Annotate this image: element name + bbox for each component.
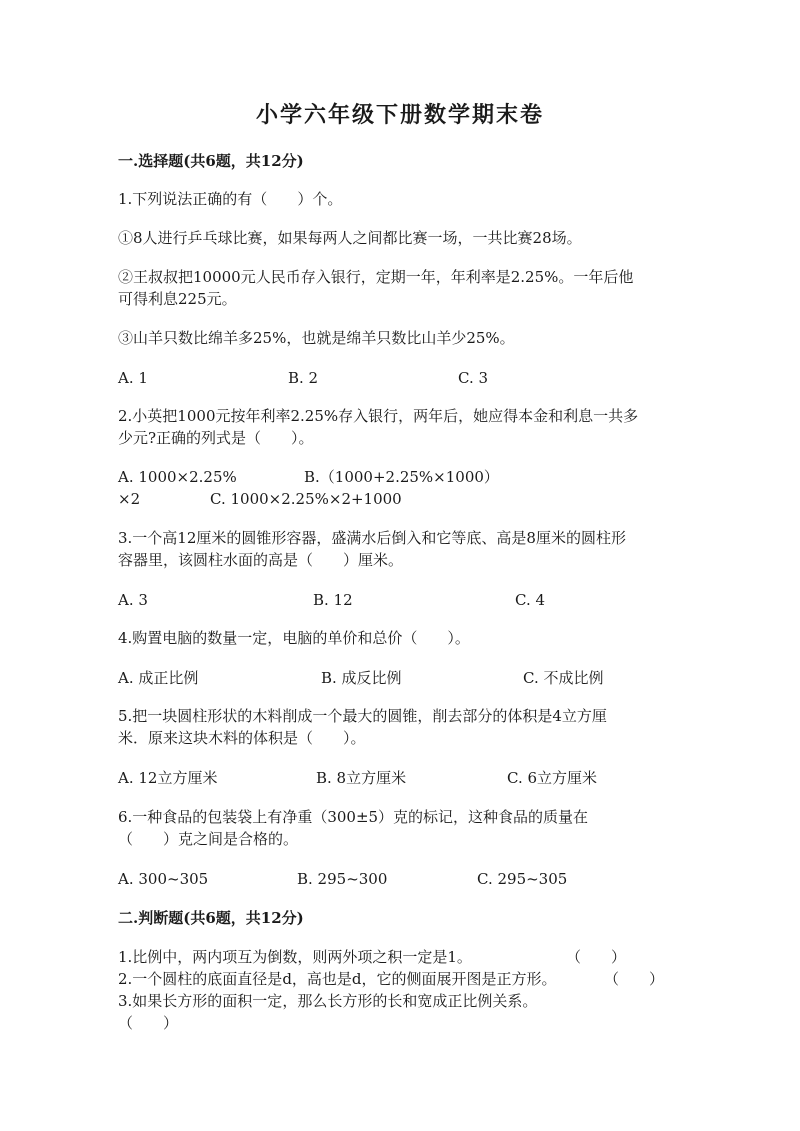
question-4-option-c[interactable]: C. 不成比例 <box>523 669 604 687</box>
exam-title: 小学六年级下册数学期末卷 <box>255 102 544 128</box>
question-5-option-a[interactable]: A. 12立方厘米 <box>118 769 218 787</box>
section-heading-judgement: 二.判断题(共6题，共12分) <box>118 909 304 927</box>
question-6-option-c[interactable]: C. 295~305 <box>477 870 568 888</box>
question-4-option-b[interactable]: B. 成反比例 <box>321 669 402 687</box>
question-1-stem: 1.下列说法正确的有（ ）个。 <box>118 190 343 208</box>
question-3-line-1: 3.一个高12厘米的圆锥形容器，盛满水后倒入和它等底、高是8厘米的圆柱形 <box>118 529 626 547</box>
question-2-option-a[interactable]: A. 1000×2.25% <box>118 468 237 486</box>
question-4-line-1: 4.购置电脑的数量一定，电脑的单价和总价（ ）。 <box>118 629 470 647</box>
question-1-statement-2-cont: 可得利息225元。 <box>118 290 237 308</box>
judgement-3-blank[interactable]: （ ） <box>118 1014 179 1032</box>
question-1-option-b[interactable]: B. 2 <box>288 369 319 387</box>
judgement-1-text: 1.比例中，两内项互为倒数，则两外项之积一定是1。 <box>118 948 472 966</box>
question-2-line-2: 少元?正确的列式是（ ）。 <box>118 429 314 447</box>
question-2-line-1: 2.小英把1000元按年利率2.25%存入银行，两年后，她应得本金和利息一共多 <box>118 407 639 425</box>
question-3-line-2: 容器里，该圆柱水面的高是（ ）厘米。 <box>118 551 404 569</box>
question-6-line-1: 6.一种食品的包装袋上有净重（300±5）克的标记，这种食品的质量在 <box>118 808 589 826</box>
question-4-option-a[interactable]: A. 成正比例 <box>118 669 199 687</box>
question-3-option-b[interactable]: B. 12 <box>313 591 353 609</box>
question-6-option-b[interactable]: B. 295~300 <box>297 870 388 888</box>
question-2-option-b-cont: ×2 <box>118 490 141 508</box>
question-5-option-b[interactable]: B. 8立方厘米 <box>316 769 407 787</box>
question-6-option-a[interactable]: A. 300~305 <box>118 870 209 888</box>
question-1-statement-1: ①8人进行乒乓球比赛，如果每两人之间都比赛一场，一共比赛28场。 <box>118 229 582 247</box>
question-6-line-2: （ ）克之间是合格的。 <box>118 830 299 848</box>
question-3-option-c[interactable]: C. 4 <box>515 591 546 609</box>
judgement-2-text: 2.一个圆柱的底面直径是d，高也是d，它的侧面展开图是正方形。 <box>118 970 557 988</box>
section-heading-choice: 一.选择题(共6题，共12分) <box>118 152 304 170</box>
question-3-option-a[interactable]: A. 3 <box>118 591 148 609</box>
question-5-option-c[interactable]: C. 6立方厘米 <box>507 769 598 787</box>
judgement-2-blank[interactable]: （ ） <box>604 970 665 988</box>
question-2-option-b[interactable]: B.（1000+2.25%×1000） <box>304 468 499 486</box>
judgement-1-blank[interactable]: （ ） <box>566 948 627 966</box>
question-5-line-1: 5.把一块圆柱形状的木料削成一个最大的圆锥，削去部分的体积是4立方厘 <box>118 707 607 725</box>
question-2-option-c[interactable]: C. 1000×2.25%×2+1000 <box>210 490 402 508</box>
question-5-line-2: 米．原来这块木料的体积是（ ）。 <box>118 729 366 747</box>
judgement-3-text: 3.如果长方形的面积一定，那么长方形的长和宽成正比例关系。 <box>118 992 538 1010</box>
question-1-statement-3: ③山羊只数比绵羊多25%，也就是绵羊只数比山羊少25%。 <box>118 329 515 347</box>
question-1-statement-2: ②王叔叔把10000元人民币存入银行，定期一年，年利率是2.25%。一年后他 <box>118 268 634 286</box>
question-1-option-c[interactable]: C. 3 <box>458 369 489 387</box>
question-1-option-a[interactable]: A. 1 <box>118 369 148 387</box>
